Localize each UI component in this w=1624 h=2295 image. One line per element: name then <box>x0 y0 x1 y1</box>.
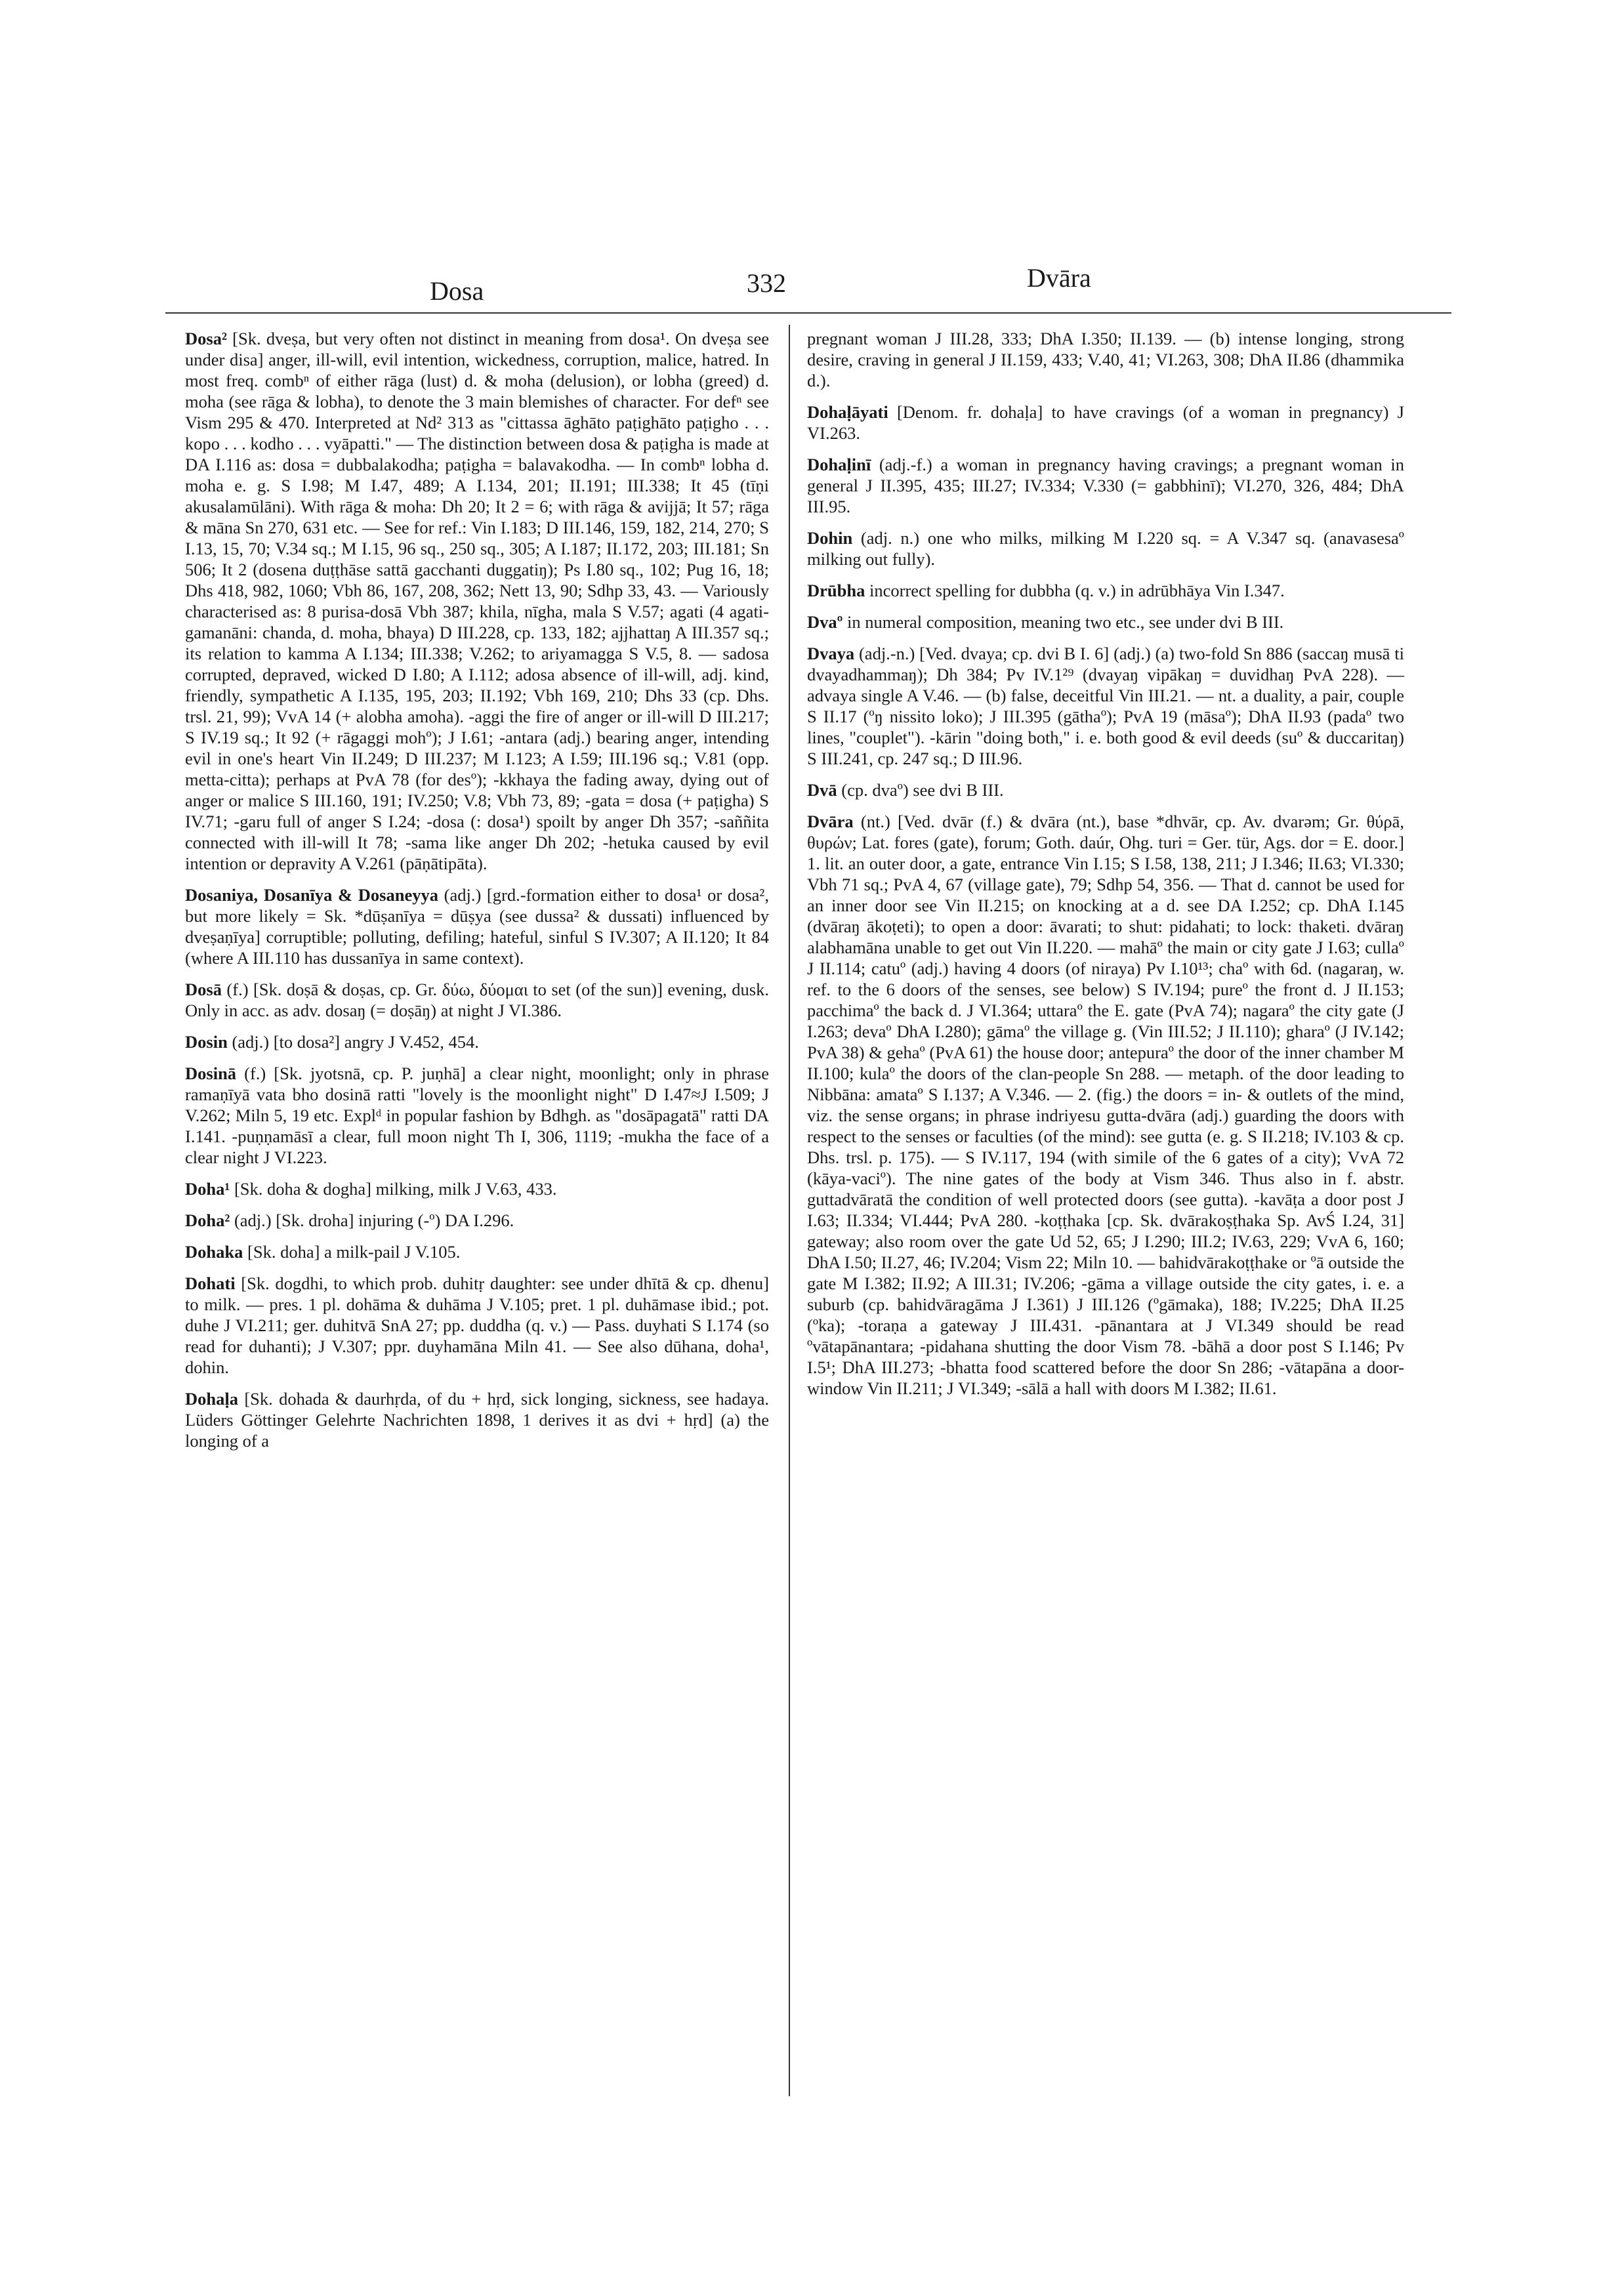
entry-text: (adj.) [to dosa²] angry J V.452, 454. <box>232 1032 479 1052</box>
dictionary-entry <box>807 527 1404 569</box>
right-guide-word: Dvāra <box>1027 263 1091 293</box>
dictionary-entry <box>185 1031 769 1052</box>
page-number: 332 <box>747 268 786 298</box>
entry-text: in numeral composition, meaning two etc., see under dvi B III. <box>847 612 1284 632</box>
entry-text: [Sk. dohada & daurhṛda, of du + hṛd, sick longing, sickness, see hadaya. Lüders Göttinger Gelehrte Nachrichten 1898, 1 derives it as dvi + hṛd] (a) the longing of a <box>185 1389 770 1451</box>
entry-text: [Sk. dveṣa, but very often not distinct in meaning from dosa¹. On dveṣa see under disa] anger, ill-will, evil intention, wickedness, corruption, malice, hatred. In most freq. combⁿ of either rāga (lust) d. & moha (delusion), or lobha (greed) d. moha (see rāga & lobha), to denote the 3 main blemishes of character. For defⁿ see Vism 295 & 470. Interpreted at Nd² 313 as "cittassa āghāto paṭighāto paṭigho . . . kopo . . . kodho . . . vyāpatti." — The distinction between dosa & paṭigha is made at DA I.116 as: dosa = dubbalakodha; paṭigha = balavakodha. — In combⁿ lobha d. moha e. g. S I.98; M I.47, 489; A I.134, 201; II.191; III.338; It 45 (tīṇi akusalamūlāni). With rāga & moha: Dh 20; It 2 = 6; with rāga & avijjā; It 57; rāga & māna Sn 270, 631 etc. — See for ref.: Vin I.183; D III.146, 159, 182, 214, 270; S I.13, 15, 70; V.34 sq.; M I.15, 96 sq., 250 sq., 305; A I.187; II.172, 203; III.181; Sn 506; It 2 (dosena duṭṭhāse sattā gacchanti duggatiŋ); Ps I.80 sq., 102; Pug 16, 18; Dhs 418, 982, 1060; Vbh 86, 167, 208, 362; Nett 13, 90; Sdhp 33, 43. — Variously characterised as: 8 purisa-dosā Vbh 387; khila, nīgha, mala S V.57; agati (4 agati-gamanāni: chanda, d. moha, bhaya) D III.228, cp. 133, 182; ajjhattaŋ A III.357 sq.; its relation to kamma A I.134; III.338; V.262; to ariyamagga S V.5, 8. — sadosa corrupted, depraved, wicked D I.80; A I.112; adosa absence of ill-will, adj. kind, friendly, sympathetic A I.135, 195, 203; II.192; Vbh 169, 210; Dhs 33 (cp. Dhs. trsl. 21, 99); VvA 14 (+ alobha amoha). -aggi the fire of anger or ill-will D III.217; S IV.19 sq.; It 92 (+ rāgaggi mohº); J I.61; -antara (adj.) bearing anger, intending evil in one's heart Vin II.249; D III.237; M I.123; A I.59; III.196 sq.; V.81 (opp. metta-citta); perhaps at PvA 78 (for desº); -kkhaya the fading away, dying out of anger or malice S III.160, 191; IV.250; V.8; Vbh 73, 89; -gata = dosa (+ paṭigha) S IV.71; -garu full of anger S I.24; -dosa (: dosa¹) spoilt by anger Dh 357; -saññita connected with ill-will It 78; -sama like anger Dh 202; -hetuka caused by evil intention or depravity A V.261 (pāṇātipāta). <box>185 329 770 873</box>
running-head <box>0 262 1624 308</box>
dictionary-entry <box>185 979 769 1021</box>
entry-headword: Dvaº <box>807 612 843 632</box>
entry-headword: Dohaḷinī <box>807 455 871 474</box>
dictionary-entry <box>185 328 769 874</box>
entry-text: (adj.) [Sk. droha] injuring (-º) DA I.296. <box>234 1210 514 1230</box>
dictionary-entry <box>807 611 1404 632</box>
dictionary-entry-continued <box>807 328 1404 391</box>
entry-headword: Drūbha <box>807 581 865 600</box>
entry-headword: Dohati <box>185 1273 236 1293</box>
entry-text: [Sk. doha & dogha] milking, milk J V.63, 433. <box>234 1179 557 1199</box>
entry-text: (f.) [Sk. doṣā & doṣas, cp. Gr. δύω, δύομαι to set (of the sun)] evening, dusk. Only in acc. as adv. dosaŋ (= doṣāŋ) at night J VI.386. <box>185 980 769 1020</box>
entry-text: (cp. dvaº) see dvi B III. <box>841 780 1004 800</box>
entry-headword: Dvā <box>807 780 837 800</box>
header-rule <box>165 312 1451 314</box>
entry-text: incorrect spelling for dubbha (q. v.) in adrūbhāya Vin I.347. <box>869 581 1285 600</box>
left-guide-word: Dosa <box>430 276 484 306</box>
dictionary-entry <box>807 643 1404 769</box>
dictionary-entry <box>807 779 1404 800</box>
dictionary-entry <box>185 1273 769 1378</box>
entry-text: (adj.) [grd.-formation either to dosa¹ or dosa², but more likely = Sk. *dūṣanīya = dūṣya (see dussa² & dussati) influenced by dveṣaṇīya] corruptible; polluting, defiling; hateful, sinful S IV.307; A II.120; It 84 (where A III.110 has dussanīya in same context). <box>185 885 769 968</box>
dictionary-entry <box>185 1210 769 1231</box>
dictionary-entry <box>185 1178 769 1199</box>
dictionary-entry <box>807 454 1404 517</box>
entry-text: (adj.-n.) [Ved. dvaya; cp. dvi B I. 6] (adj.) (a) two-fold Sn 886 (saccaŋ musā ti dvayadhammaŋ); Dh 384; Pv IV.1²⁹ (dvayaŋ vipākaŋ = duvidhaŋ PvA 228). — advaya single A V.46. — (b) false, deceitful Vin III.21. — nt. a duality, a pair, couple S II.17 (ºŋ nissito loko); J III.395 (gāthaº); PvA 19 (māsaº); DhA II.93 (padaº two lines, "couplet"). -kārin "doing both," i. e. both good & evil deeds (suº & duccaritaŋ) S III.241, cp. 247 sq.; D III.96. <box>807 644 1404 768</box>
entry-headword: Dohaḷa <box>185 1389 238 1409</box>
entry-headword: Dohaḷāyati <box>807 402 888 422</box>
entry-headword: Doha¹ <box>185 1179 230 1199</box>
entry-headword: Doha² <box>185 1210 230 1230</box>
right-column <box>807 328 1404 1409</box>
left-column <box>185 328 769 1462</box>
entry-text: (adj. n.) one who milks, milking M I.220 sq. = A V.347 sq. (anavasesaº milking out fully). <box>807 528 1405 569</box>
entry-headword: Dosaniya, Dosanīya & Dosaneyya <box>185 885 438 905</box>
dictionary-entry <box>185 1388 769 1451</box>
entry-headword: Dvāra <box>807 812 854 831</box>
entry-headword: Dosa² <box>185 329 227 348</box>
entry-headword: Dohaka <box>185 1242 243 1262</box>
entry-headword: Dvaya <box>807 644 855 663</box>
entry-text: [Sk. doha] a milk-pail J V.105. <box>247 1242 461 1262</box>
dictionary-entry <box>807 811 1404 1399</box>
dictionary-entry <box>185 1063 769 1168</box>
entry-text: (f.) [Sk. jyotsnā, cp. P. juṇhā] a clear night, moonlight; only in phrase ramaṇīyā vata bho dosinā ratti "lovely is the moonlight night" D I.47≈J I.509; J V.262; Miln 5, 19 etc. Explᵈ in popular fashion by Bdhgh. as "dosāpagatā" ratti DA I.141. -puṇṇamāsī a clear, full moon night Th I, 306, 1119; -mukha the face of a clear night J VI.223. <box>185 1064 769 1167</box>
entry-text: (nt.) [Ved. dvār (f.) & dvāra (nt.), base *dhvār, cp. Av. dvarəm; Gr. θύρā, θυρών; Lat. fores (gate), forum; Goth. daúr, Ohg. turi = Ger. tür, Ags. dor = E. door.] 1. lit. an outer door, a gate, entrance Vin I.15; S I.58, 138, 211; J I.346; II.63; VI.330; Vbh 71 sq.; PvA 4, 67 (village gate), 79; Sdhp 54, 356. — That d. cannot be used for an inner door see Vin II.215; on knocking at a d. see DA I.252; cp. DhA I.145 (dvāraŋ ākoṭeti); to open a door: āvarati; to shut: pidahati; to lock: thaketi. dvāraŋ alabhamāna unable to get out Vin II.220. — mahāº the main or city gate J I.63; cullaº J II.114; catuº (adj.) having 4 doors (of niraya) Pv I.10¹³; chaº with 6d. (nagaraŋ, w. ref. to the 6 doors of the senses, see below) S IV.194; pureº the front d. J II.153; pacchimaº the back d. J VI.364; uttaraº the E. gate (PvA 74); nagaraº the city gate (J I.263; devaº DhA I.280); gāmaº the village g. (Vin III.52; J II.110); gharaº (J IV.142; PvA 38) & gehaº (PvA 61) the house door; antepuraº the door of the inner chamber M II.100; kulaº the doors of the clan-people Sn 288. — metaph. of the door leading to Nibbāna: amataº S I.137; A V.346. — 2. (fig.) the doors = in- & outlets of the mind, viz. the sense organs; in phrase indriyesu gutta-dvāra (adj.) guarding the doors with respect to the senses or faculties (of the mind): see gutta (e. g. S II.218; IV.103 & cp. Dhs. trsl. p. 175). — S IV.117, 194 (with simile of the 6 gates of a city); VvA 72 (kāya-vaciº). The nine gates of the body at Vism 346. Thus also in f. abstr. guttadvāratā the condition of well protected doors (see gutta). -kavāṭa a door post J I.63; II.334; VI.444; PvA 280. -koṭṭhaka [cp. Sk. dvārakoṣṭhaka Sp. AvŚ I.24, 31] gateway; also room over the gate Ud 52, 65; J I.290; III.2; IV.63, 229; VvA 6, 160; DhA I.50; II.27, 46; IV.204; Vism 22; Miln 10. — bahidvārakoṭṭhake or ºā outside the gate M I.382; II.92; A III.31; IV.206; -gāma a village outside the city gates, i. e. a suburb (cp. bahidvāragāma J I.361) J III.126 (ºgāmaka), 188; IV.225; DhA II.25 (ºka); -toraṇa a gateway J III.431. -pānantara at J VI.349 should be read ºvātapānantara; -pidahana shutting the door Vism 78. -bāhā a door post S I.146; Pv I.5¹; DhA III.273; -bhatta food scattered before the door Sn 286; -vātapāna a door-window Vin II.211; J VI.349; -sālā a hall with doors M I.382; II.61. <box>807 812 1405 1398</box>
entry-headword: Dosinā <box>185 1064 237 1083</box>
entry-text: pregnant woman J III.28, 333; DhA I.350; II.139. — (b) intense longing, strong desire, craving in general J II.159, 433; V.40, 41; VI.263, 308; DhA II.86 (dhammika d.). <box>807 329 1404 390</box>
dictionary-entry <box>807 402 1404 444</box>
dictionary-entry <box>807 580 1404 601</box>
dictionary-entry <box>185 1241 769 1262</box>
entry-headword: Dohin <box>807 528 853 548</box>
entry-headword: Dosin <box>185 1032 228 1052</box>
entry-headword: Dosā <box>185 980 222 999</box>
entry-text: (adj.-f.) a woman in pregnancy having cravings; a pregnant woman in general J II.395, 435; III.27; IV.334; V.330 (= gabbhinī); VI.270, 326, 484; DhA III.95. <box>807 455 1405 516</box>
entry-text: [Denom. fr. dohaḷa] to have cravings (of a woman in pregnancy) J VI.263. <box>807 402 1404 443</box>
dictionary-entry <box>185 884 769 968</box>
entry-text: [Sk. dogdhi, to which prob. duhitṛ daughter: see under dhītā & cp. dhenu] to milk. — pres. 1 pl. dohāma & duhāma J V.105; pret. 1 pl. duhāmase ibid.; pot. duhe J VI.211; ger. duhitvā SnA 27; pp. duddha (q. v.) — Pass. duyhati S I.174 (so read for duhanti); J V.307; ppr. duyhamāna Miln 41. — See also dūhana, doha¹, dohin. <box>185 1273 770 1377</box>
column-divider <box>789 325 790 2096</box>
